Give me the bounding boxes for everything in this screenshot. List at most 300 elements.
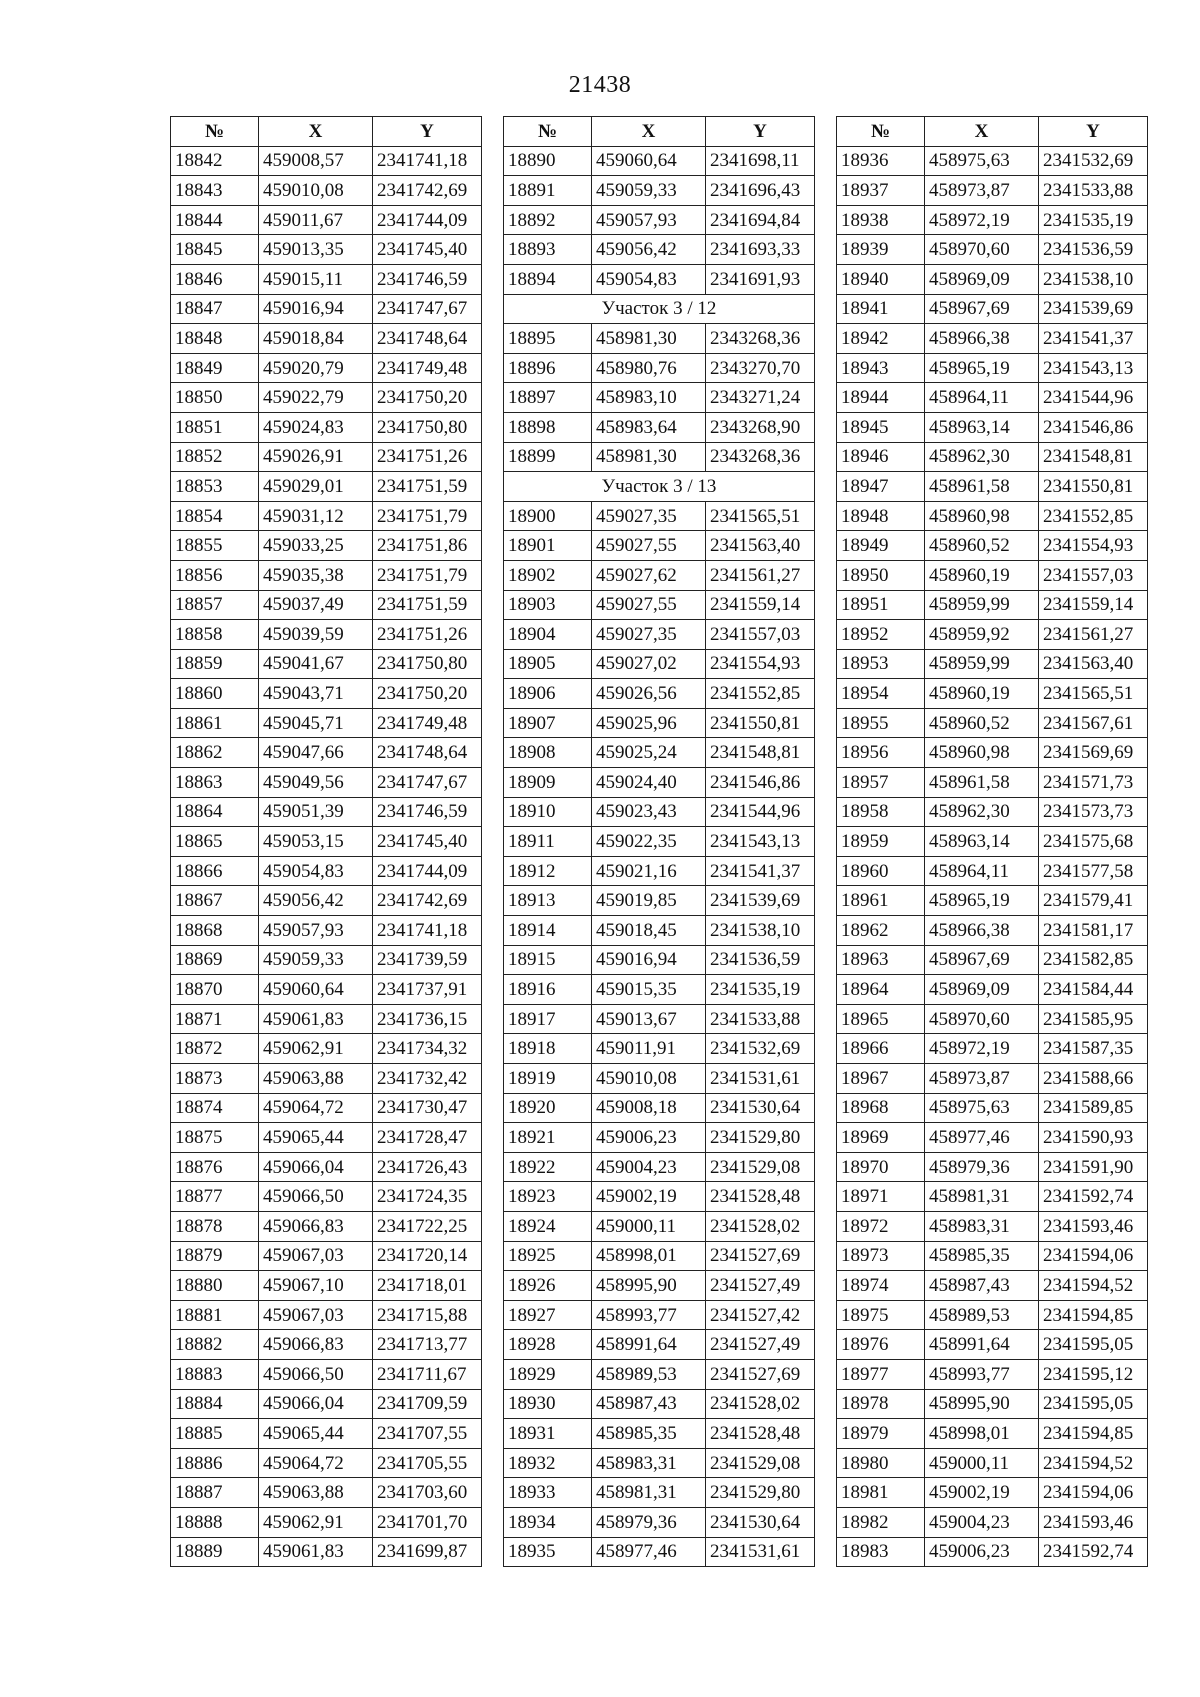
y-coordinate: 2341746,59 — [373, 264, 482, 294]
table-row — [837, 176, 1148, 206]
point-number: 18935 — [504, 1537, 592, 1567]
x-coordinate: 459041,67 — [259, 649, 373, 679]
y-coordinate: 2341709,59 — [373, 1389, 482, 1419]
x-coordinate: 459067,03 — [259, 1300, 373, 1330]
table-row — [837, 1389, 1148, 1419]
x-coordinate: 458991,64 — [925, 1330, 1039, 1360]
table-row — [171, 1300, 482, 1330]
point-number: 18861 — [171, 708, 259, 738]
point-number: 18856 — [171, 560, 259, 590]
y-column-header: Y — [1039, 117, 1148, 147]
point-number: 18858 — [171, 620, 259, 650]
table-row — [504, 1182, 815, 1212]
coordinates-table-1 — [170, 116, 482, 1567]
y-coordinate: 2341722,25 — [373, 1211, 482, 1241]
point-number: 18911 — [504, 827, 592, 857]
table-row — [504, 1152, 815, 1182]
point-number: 18887 — [171, 1478, 259, 1508]
point-number: 18940 — [837, 264, 925, 294]
y-coordinate: 2341594,06 — [1039, 1478, 1148, 1508]
y-coordinate: 2341544,96 — [1039, 383, 1148, 413]
y-coordinate: 2341529,08 — [706, 1448, 815, 1478]
y-coordinate: 2341530,64 — [706, 1507, 815, 1537]
y-coordinate: 2341561,27 — [706, 560, 815, 590]
point-number: 18847 — [171, 294, 259, 324]
point-number: 18878 — [171, 1211, 259, 1241]
table-row — [171, 1389, 482, 1419]
point-number: 18965 — [837, 1004, 925, 1034]
y-coordinate: 2341575,68 — [1039, 827, 1148, 857]
table-row — [837, 827, 1148, 857]
point-number: 18941 — [837, 294, 925, 324]
x-coordinate: 459008,18 — [592, 1093, 706, 1123]
table-row — [837, 442, 1148, 472]
x-coordinate: 459000,11 — [592, 1211, 706, 1241]
point-number: 18874 — [171, 1093, 259, 1123]
table-row — [171, 472, 482, 502]
point-number: 18921 — [504, 1123, 592, 1153]
x-coordinate: 458985,35 — [925, 1241, 1039, 1271]
y-coordinate: 2341528,48 — [706, 1182, 815, 1212]
y-coordinate: 2341747,67 — [373, 768, 482, 798]
y-coordinate: 2341701,70 — [373, 1507, 482, 1537]
table-row — [171, 620, 482, 650]
table-row — [504, 738, 815, 768]
table-row — [171, 856, 482, 886]
y-coordinate: 2341532,69 — [1039, 146, 1148, 176]
x-coordinate: 459008,57 — [259, 146, 373, 176]
x-coordinate: 458983,10 — [592, 383, 706, 413]
x-coordinate: 459019,85 — [592, 886, 706, 916]
y-column-header: Y — [706, 117, 815, 147]
point-number: 18982 — [837, 1507, 925, 1537]
y-coordinate: 2341589,85 — [1039, 1093, 1148, 1123]
point-number: 18884 — [171, 1389, 259, 1419]
point-number: 18953 — [837, 649, 925, 679]
x-coordinate: 458960,19 — [925, 560, 1039, 590]
table-row — [837, 679, 1148, 709]
y-coordinate: 2341750,80 — [373, 412, 482, 442]
x-coordinate: 459021,16 — [592, 856, 706, 886]
point-number: 18919 — [504, 1064, 592, 1094]
y-coordinate: 2341588,66 — [1039, 1064, 1148, 1094]
table-row — [837, 916, 1148, 946]
x-coordinate: 459020,79 — [259, 353, 373, 383]
table-row — [171, 1330, 482, 1360]
table-row — [504, 768, 815, 798]
y-coordinate: 2341745,40 — [373, 827, 482, 857]
y-coordinate: 2341751,59 — [373, 472, 482, 502]
y-coordinate: 2341571,73 — [1039, 768, 1148, 798]
x-coordinate: 459031,12 — [259, 501, 373, 531]
table-row — [504, 708, 815, 738]
point-number: 18849 — [171, 353, 259, 383]
point-number: 18925 — [504, 1241, 592, 1271]
x-coordinate: 458991,64 — [592, 1330, 706, 1360]
header-row — [171, 117, 482, 147]
point-number: 18902 — [504, 560, 592, 590]
point-number: 18846 — [171, 264, 259, 294]
y-coordinate: 2341718,01 — [373, 1271, 482, 1301]
section-title: Участок 3 / 13 — [504, 472, 815, 502]
point-number: 18959 — [837, 827, 925, 857]
y-coordinate: 2341742,69 — [373, 886, 482, 916]
y-coordinate: 2341529,80 — [706, 1123, 815, 1153]
y-coordinate: 2341739,59 — [373, 945, 482, 975]
y-coordinate: 2341750,20 — [373, 679, 482, 709]
point-number: 18918 — [504, 1034, 592, 1064]
y-coordinate: 2341528,02 — [706, 1211, 815, 1241]
y-coordinate: 2341585,95 — [1039, 1004, 1148, 1034]
x-coordinate: 459045,71 — [259, 708, 373, 738]
y-coordinate: 2341546,86 — [1039, 412, 1148, 442]
x-coordinate: 458981,30 — [592, 324, 706, 354]
y-coordinate: 2341539,69 — [706, 886, 815, 916]
table-row — [837, 1300, 1148, 1330]
point-number: 18969 — [837, 1123, 925, 1153]
point-number: 18966 — [837, 1034, 925, 1064]
table-row — [837, 235, 1148, 265]
point-number: 18924 — [504, 1211, 592, 1241]
table-row — [171, 412, 482, 442]
x-coordinate: 458961,58 — [925, 472, 1039, 502]
point-number: 18917 — [504, 1004, 592, 1034]
point-number: 18979 — [837, 1419, 925, 1449]
point-number: 18899 — [504, 442, 592, 472]
x-coordinate: 458973,87 — [925, 176, 1039, 206]
y-coordinate: 2341581,17 — [1039, 916, 1148, 946]
y-coordinate: 2341720,14 — [373, 1241, 482, 1271]
x-coordinate: 459049,56 — [259, 768, 373, 798]
table-row — [504, 797, 815, 827]
point-number: 18944 — [837, 383, 925, 413]
table-row — [171, 590, 482, 620]
y-coordinate: 2341592,74 — [1039, 1537, 1148, 1567]
x-coordinate: 459057,93 — [592, 205, 706, 235]
y-coordinate: 2341541,37 — [1039, 324, 1148, 354]
table-row — [171, 1448, 482, 1478]
point-number: 18931 — [504, 1419, 592, 1449]
table-row — [837, 383, 1148, 413]
x-coordinate: 459026,91 — [259, 442, 373, 472]
table-row — [837, 412, 1148, 442]
table-row — [504, 1271, 815, 1301]
y-coordinate: 2341528,48 — [706, 1419, 815, 1449]
x-coordinate: 458979,36 — [925, 1152, 1039, 1182]
point-number: 18893 — [504, 235, 592, 265]
x-coordinate: 459039,59 — [259, 620, 373, 650]
y-coordinate: 2341595,12 — [1039, 1359, 1148, 1389]
x-coordinate: 458981,31 — [592, 1478, 706, 1508]
x-coordinate: 459059,33 — [592, 176, 706, 206]
point-number: 18950 — [837, 560, 925, 590]
y-coordinate: 2341592,74 — [1039, 1182, 1148, 1212]
x-coordinate: 459066,04 — [259, 1152, 373, 1182]
point-number: 18859 — [171, 649, 259, 679]
table-row — [504, 1123, 815, 1153]
point-number: 18908 — [504, 738, 592, 768]
y-coordinate: 2341747,67 — [373, 294, 482, 324]
y-coordinate: 2341744,09 — [373, 205, 482, 235]
table-row — [504, 1478, 815, 1508]
x-coordinate: 459024,40 — [592, 768, 706, 798]
point-number: 18932 — [504, 1448, 592, 1478]
table-row — [837, 649, 1148, 679]
table-row — [837, 1478, 1148, 1508]
x-coordinate: 459063,88 — [259, 1064, 373, 1094]
x-coordinate: 458964,11 — [925, 383, 1039, 413]
x-coordinate: 459013,67 — [592, 1004, 706, 1034]
x-coordinate: 458998,01 — [592, 1241, 706, 1271]
point-number: 18875 — [171, 1123, 259, 1153]
point-number: 18860 — [171, 679, 259, 709]
x-coordinate: 459002,19 — [592, 1182, 706, 1212]
table-row — [504, 235, 815, 265]
point-number: 18879 — [171, 1241, 259, 1271]
table-row — [504, 649, 815, 679]
point-number: 18877 — [171, 1182, 259, 1212]
table-row — [837, 738, 1148, 768]
header-row — [837, 117, 1148, 147]
table-row — [504, 827, 815, 857]
y-coordinate: 2341527,49 — [706, 1271, 815, 1301]
point-number: 18926 — [504, 1271, 592, 1301]
table-row — [504, 620, 815, 650]
point-number: 18957 — [837, 768, 925, 798]
x-coordinate: 458963,14 — [925, 412, 1039, 442]
table-row — [837, 856, 1148, 886]
table-row — [504, 590, 815, 620]
x-coordinate: 458995,90 — [592, 1271, 706, 1301]
point-number: 18865 — [171, 827, 259, 857]
table-row — [837, 264, 1148, 294]
y-coordinate: 2341527,69 — [706, 1241, 815, 1271]
point-number: 18895 — [504, 324, 592, 354]
y-coordinate: 2341744,09 — [373, 856, 482, 886]
y-coordinate: 2341751,26 — [373, 442, 482, 472]
table-row — [504, 1034, 815, 1064]
y-coordinate: 2341749,48 — [373, 708, 482, 738]
y-coordinate: 2341543,13 — [1039, 353, 1148, 383]
x-coordinate: 458966,38 — [925, 324, 1039, 354]
table-row — [171, 738, 482, 768]
x-coordinate: 459066,04 — [259, 1389, 373, 1419]
point-number: 18980 — [837, 1448, 925, 1478]
y-coordinate: 2341594,85 — [1039, 1300, 1148, 1330]
x-coordinate: 459063,88 — [259, 1478, 373, 1508]
x-coordinate: 459018,45 — [592, 916, 706, 946]
y-coordinate: 2341742,69 — [373, 176, 482, 206]
point-number: 18927 — [504, 1300, 592, 1330]
point-number: 18952 — [837, 620, 925, 650]
x-coordinate: 459065,44 — [259, 1123, 373, 1153]
x-coordinate: 458981,31 — [925, 1182, 1039, 1212]
x-coordinate: 458960,98 — [925, 501, 1039, 531]
table-row — [837, 1419, 1148, 1449]
x-coordinate: 458983,31 — [925, 1211, 1039, 1241]
x-coordinate: 459025,24 — [592, 738, 706, 768]
x-coordinate: 459043,71 — [259, 679, 373, 709]
y-coordinate: 2341527,42 — [706, 1300, 815, 1330]
y-coordinate: 2341726,43 — [373, 1152, 482, 1182]
table-row — [171, 1123, 482, 1153]
table-row — [837, 768, 1148, 798]
x-coordinate: 459061,83 — [259, 1004, 373, 1034]
table-row — [171, 1152, 482, 1182]
point-number: 18949 — [837, 531, 925, 561]
x-coordinate: 458973,87 — [925, 1064, 1039, 1094]
table-row — [171, 294, 482, 324]
x-coordinate: 459022,35 — [592, 827, 706, 857]
x-coordinate: 459060,64 — [592, 146, 706, 176]
point-number: 18910 — [504, 797, 592, 827]
point-number: 18978 — [837, 1389, 925, 1419]
x-coordinate: 459066,83 — [259, 1211, 373, 1241]
point-number: 18868 — [171, 916, 259, 946]
y-coordinate: 2341724,35 — [373, 1182, 482, 1212]
x-coordinate: 459027,35 — [592, 501, 706, 531]
point-number: 18913 — [504, 886, 592, 916]
y-coordinate: 2341749,48 — [373, 353, 482, 383]
y-coordinate: 2341591,90 — [1039, 1152, 1148, 1182]
point-number: 18844 — [171, 205, 259, 235]
point-number: 18880 — [171, 1271, 259, 1301]
x-coordinate: 458977,46 — [592, 1537, 706, 1567]
table-row — [837, 205, 1148, 235]
x-coordinate: 458995,90 — [925, 1389, 1039, 1419]
point-number: 18945 — [837, 412, 925, 442]
table-row — [171, 146, 482, 176]
table-row — [171, 1271, 482, 1301]
point-number: 18891 — [504, 176, 592, 206]
table-row — [171, 205, 482, 235]
table-row — [837, 1034, 1148, 1064]
point-number: 18896 — [504, 353, 592, 383]
y-coordinate: 2341552,85 — [1039, 501, 1148, 531]
table-row — [837, 1271, 1148, 1301]
table-row — [504, 1211, 815, 1241]
table-row — [837, 1241, 1148, 1271]
x-coordinate: 458960,98 — [925, 738, 1039, 768]
table-row — [504, 1448, 815, 1478]
x-coordinate: 458987,43 — [592, 1389, 706, 1419]
table-row — [504, 531, 815, 561]
y-coordinate: 2341535,19 — [706, 975, 815, 1005]
x-coordinate: 458965,19 — [925, 886, 1039, 916]
y-coordinate: 2343268,90 — [706, 412, 815, 442]
table-row — [504, 1064, 815, 1094]
point-number: 18883 — [171, 1359, 259, 1389]
x-coordinate: 458966,38 — [925, 916, 1039, 946]
y-column-header: Y — [373, 117, 482, 147]
y-coordinate: 2343270,70 — [706, 353, 815, 383]
y-coordinate: 2341750,80 — [373, 649, 482, 679]
x-coordinate: 458980,76 — [592, 353, 706, 383]
point-number: 18976 — [837, 1330, 925, 1360]
y-coordinate: 2341567,61 — [1039, 708, 1148, 738]
point-number: 18974 — [837, 1271, 925, 1301]
table-row — [837, 1182, 1148, 1212]
table-row — [171, 501, 482, 531]
table-row — [504, 146, 815, 176]
table-row — [171, 560, 482, 590]
point-number: 18863 — [171, 768, 259, 798]
point-number: 18912 — [504, 856, 592, 886]
point-number: 18934 — [504, 1507, 592, 1537]
table-row — [171, 916, 482, 946]
point-number: 18882 — [171, 1330, 259, 1360]
x-coordinate: 458959,99 — [925, 649, 1039, 679]
x-coordinate: 459027,35 — [592, 620, 706, 650]
table-row — [837, 945, 1148, 975]
y-coordinate: 2341557,03 — [706, 620, 815, 650]
table-row — [171, 886, 482, 916]
y-coordinate: 2341533,88 — [706, 1004, 815, 1034]
table-row — [504, 945, 815, 975]
point-number: 18867 — [171, 886, 259, 916]
point-number: 18857 — [171, 590, 259, 620]
table-row — [171, 945, 482, 975]
point-number: 18943 — [837, 353, 925, 383]
y-coordinate: 2341561,27 — [1039, 620, 1148, 650]
x-column-header: X — [925, 117, 1039, 147]
table-row — [171, 1093, 482, 1123]
point-number: 18873 — [171, 1064, 259, 1094]
y-coordinate: 2341750,20 — [373, 383, 482, 413]
y-coordinate: 2341715,88 — [373, 1300, 482, 1330]
x-coordinate: 458960,19 — [925, 679, 1039, 709]
y-coordinate: 2341736,15 — [373, 1004, 482, 1034]
x-coordinate: 458965,19 — [925, 353, 1039, 383]
point-number: 18854 — [171, 501, 259, 531]
table-row — [504, 264, 815, 294]
y-coordinate: 2341544,96 — [706, 797, 815, 827]
table-row — [171, 235, 482, 265]
y-coordinate: 2341699,87 — [373, 1537, 482, 1567]
table-row — [171, 1537, 482, 1567]
x-coordinate: 458959,99 — [925, 590, 1039, 620]
point-number: 18964 — [837, 975, 925, 1005]
table-row — [837, 797, 1148, 827]
y-coordinate: 2341741,18 — [373, 146, 482, 176]
y-coordinate: 2341579,41 — [1039, 886, 1148, 916]
x-coordinate: 459025,96 — [592, 708, 706, 738]
table-row — [171, 531, 482, 561]
table-row — [837, 1537, 1148, 1567]
table-row — [504, 1507, 815, 1537]
y-coordinate: 2341590,93 — [1039, 1123, 1148, 1153]
x-coordinate: 458975,63 — [925, 146, 1039, 176]
point-number: 18881 — [171, 1300, 259, 1330]
table-row — [171, 768, 482, 798]
x-coordinate: 459004,23 — [925, 1507, 1039, 1537]
x-coordinate: 459066,83 — [259, 1330, 373, 1360]
number-column-header: № — [837, 117, 925, 147]
x-coordinate: 459022,79 — [259, 383, 373, 413]
y-coordinate: 2343268,36 — [706, 442, 815, 472]
y-coordinate: 2341705,55 — [373, 1448, 482, 1478]
point-number: 18983 — [837, 1537, 925, 1567]
table-row — [171, 264, 482, 294]
point-number: 18970 — [837, 1152, 925, 1182]
point-number: 18968 — [837, 1093, 925, 1123]
x-coordinate: 459018,84 — [259, 324, 373, 354]
x-coordinate: 458983,31 — [592, 1448, 706, 1478]
table-row — [837, 294, 1148, 324]
y-coordinate: 2341594,52 — [1039, 1271, 1148, 1301]
table-row — [837, 501, 1148, 531]
y-coordinate: 2341531,61 — [706, 1537, 815, 1567]
